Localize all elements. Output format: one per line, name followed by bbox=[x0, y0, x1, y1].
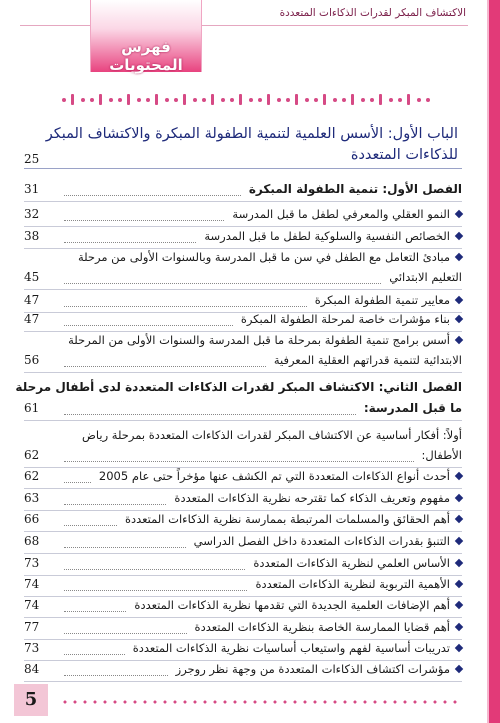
toc-row[interactable] bbox=[24, 469, 462, 489]
decor-bar bbox=[379, 94, 382, 105]
diamond-bullet-icon bbox=[455, 601, 463, 609]
dotted-leader bbox=[64, 633, 187, 634]
toc-page-number: 62 bbox=[24, 469, 40, 483]
toc-row[interactable] bbox=[24, 662, 462, 682]
toc-page-number: 61 bbox=[24, 401, 40, 415]
toc-entry-label: الخصائص النفسية والسلوكية لطفل ما قبل المدرسة bbox=[204, 229, 450, 243]
decor-bar bbox=[267, 94, 270, 105]
diamond-bullet-icon bbox=[455, 336, 463, 344]
toc-row[interactable] bbox=[24, 250, 462, 270]
decor-bar bbox=[295, 94, 298, 105]
diamond-bullet-icon bbox=[455, 537, 463, 545]
decor-dot bbox=[174, 98, 178, 102]
diamond-bullet-icon bbox=[455, 559, 463, 567]
decor-dot bbox=[389, 98, 393, 102]
toc-entry-label: الأهمية التربوية لنظرية الذكاءات المتعددة bbox=[255, 577, 450, 591]
header-divider bbox=[20, 25, 468, 26]
row-underline bbox=[24, 372, 462, 373]
toc-entry-text bbox=[249, 182, 462, 196]
decor-dot bbox=[118, 98, 122, 102]
dotted-leader bbox=[64, 611, 126, 612]
toc-row[interactable] bbox=[24, 598, 462, 618]
toc-entry-text bbox=[174, 491, 462, 505]
decor-dot bbox=[146, 98, 150, 102]
decor-bar bbox=[71, 94, 74, 105]
diamond-bullet-icon bbox=[455, 253, 463, 261]
toc-entry-label: ما قبل المدرسة: bbox=[363, 401, 462, 415]
diamond-bullet-icon bbox=[455, 515, 463, 523]
toc-entry-label: الفصل الأول: تنمية الطفولة المبكرة bbox=[248, 182, 462, 196]
decor-dot bbox=[165, 98, 169, 102]
toc-entry-label: أولاً: أفكار أساسية عن الاكتشاف المبكر لقدرات الذكاءات المتعددة بمرحلة رياض bbox=[81, 428, 462, 442]
dotted-leader bbox=[64, 283, 381, 284]
dotted-leader bbox=[64, 195, 241, 196]
decor-bar bbox=[351, 94, 354, 105]
page-number-box bbox=[14, 684, 48, 716]
decor-dot bbox=[137, 98, 141, 102]
decor-dot bbox=[305, 98, 309, 102]
toc-page-number: 66 bbox=[24, 512, 40, 526]
toc-row[interactable] bbox=[24, 401, 462, 421]
row-underline bbox=[24, 510, 462, 511]
toc-entry-label: التنبؤ بقدرات الذكاءات المتعددة داخل الفصل الدراسي bbox=[193, 534, 450, 548]
toc-page-number: 31 bbox=[24, 182, 40, 196]
decor-dot bbox=[221, 98, 225, 102]
decor-dot bbox=[342, 98, 346, 102]
book-title: الاكتشاف المبكر لقدرات الذكاءات المتعددة bbox=[279, 7, 466, 19]
toc-entry-label: أحدث أنواع الذكاءات المتعددة التي تم الكشف عنها مؤخراً حتى عام 2005 bbox=[98, 469, 450, 483]
diamond-bullet-icon bbox=[455, 472, 463, 480]
row-underline bbox=[24, 553, 462, 554]
toc-entry-label: أهم الحقائق والمسلمات المرتبطة بممارسة نظرية الذكاءات المتعددة bbox=[124, 512, 450, 526]
toc-page-number: 77 bbox=[24, 620, 40, 634]
toc-row[interactable] bbox=[24, 293, 462, 313]
decor-dot bbox=[361, 98, 365, 102]
toc-page-number: 32 bbox=[24, 207, 40, 221]
toc-row[interactable] bbox=[24, 620, 462, 640]
decor-bar bbox=[323, 94, 326, 105]
toc-page-number: 74 bbox=[24, 598, 40, 612]
row-underline bbox=[24, 681, 462, 682]
toc-page-number: 47 bbox=[24, 293, 40, 307]
toc-row[interactable] bbox=[24, 428, 462, 448]
row-underline bbox=[24, 331, 462, 332]
toc-entry-label: أسس برامج تنمية الطفولة بمرحلة ما قبل المدرسة والسنوات الأولى من المرحلة bbox=[68, 333, 450, 347]
toc-entry-label: تدريبات أساسية لفهم واستيعاب أساسيات نظرية الذكاءات المتعددة bbox=[132, 641, 450, 655]
toc-row[interactable] bbox=[24, 491, 462, 511]
diamond-bullet-icon bbox=[455, 296, 463, 304]
decor-bar bbox=[407, 94, 410, 105]
toc-row[interactable] bbox=[24, 270, 462, 290]
toc-row[interactable] bbox=[24, 229, 462, 249]
toc-page-number: 45 bbox=[24, 270, 40, 284]
decor-dot bbox=[277, 98, 281, 102]
decor-dot bbox=[90, 98, 94, 102]
toc-row[interactable] bbox=[15, 380, 462, 400]
dotted-leader bbox=[64, 306, 307, 307]
decor-dot bbox=[370, 98, 374, 102]
dotted-leader bbox=[64, 525, 117, 526]
toc-entry-text bbox=[274, 353, 462, 367]
toc-entry-label: الأطفال: bbox=[421, 448, 462, 462]
toc-row[interactable] bbox=[24, 577, 462, 597]
toc-row[interactable] bbox=[24, 641, 462, 661]
decor-dot bbox=[230, 98, 234, 102]
toc-entry-label: الأساس العلمي لنظرية الذكاءات المتعددة bbox=[253, 556, 450, 570]
toc-entry-text bbox=[82, 428, 462, 442]
toc-entry-text bbox=[194, 534, 462, 548]
decor-dot bbox=[202, 98, 206, 102]
diamond-bullet-icon bbox=[455, 315, 463, 323]
dotted-leader bbox=[64, 220, 224, 221]
toc-page-number: 84 bbox=[24, 662, 40, 676]
row-underline bbox=[24, 226, 462, 227]
decor-bar bbox=[155, 94, 158, 105]
toc-entry-text bbox=[195, 620, 462, 634]
row-underline bbox=[24, 596, 462, 597]
toc-entry-text bbox=[15, 380, 462, 394]
toc-entry-label: مبادئ التعامل مع الطفل في سن ما قبل المدرسة وبالسنوات الأولى من مرحلة bbox=[77, 250, 450, 264]
toc-entry-label: الابتدائية لتنمية قدراتهم العقلية المعرفية bbox=[273, 353, 462, 367]
section-title: فهرس المحتويات bbox=[109, 38, 183, 74]
toc-page-number: 68 bbox=[24, 534, 40, 548]
dotted-leader bbox=[64, 242, 196, 243]
dotted-leader bbox=[64, 325, 233, 326]
toc-entry-label: معايير تنمية الطفولة المبكرة bbox=[314, 293, 450, 307]
dotted-leader bbox=[64, 461, 414, 462]
dotted-leader bbox=[64, 366, 266, 367]
toc-entry-text bbox=[422, 448, 462, 462]
toc-row[interactable] bbox=[24, 556, 462, 576]
toc-entry-text bbox=[78, 250, 462, 264]
decor-bar bbox=[99, 94, 102, 105]
dotted-leader bbox=[64, 569, 245, 570]
toc-page-number: 56 bbox=[24, 353, 40, 367]
toc-page-number: 73 bbox=[24, 641, 40, 655]
row-underline bbox=[24, 617, 462, 618]
toc-row[interactable] bbox=[24, 312, 462, 332]
row-underline bbox=[24, 420, 462, 421]
toc-entry-text bbox=[133, 641, 462, 655]
row-underline bbox=[24, 488, 462, 489]
decor-dot bbox=[314, 98, 318, 102]
toc-entry-label: مؤشرات اكتشاف الذكاءات المتعددة من وجهة نظر روجرز bbox=[175, 662, 450, 676]
toc-entry-label: التعليم الابتدائي bbox=[389, 270, 462, 284]
toc-page-number: 38 bbox=[24, 229, 40, 243]
diamond-bullet-icon bbox=[455, 580, 463, 588]
page-number: 5 bbox=[24, 689, 38, 710]
decor-dot bbox=[426, 98, 430, 102]
decor-dot bbox=[417, 98, 421, 102]
row-underline bbox=[24, 531, 462, 532]
toc-page-number: 73 bbox=[24, 556, 40, 570]
decor-dot bbox=[249, 98, 253, 102]
dotted-leader bbox=[64, 675, 168, 676]
decor-dot bbox=[258, 98, 262, 102]
toc-page-number: 63 bbox=[24, 491, 40, 505]
toc-entry-text bbox=[232, 207, 462, 221]
decor-dot bbox=[398, 98, 402, 102]
toc-page-number: 62 bbox=[24, 448, 40, 462]
toc-entry-text bbox=[125, 512, 462, 526]
diamond-bullet-icon bbox=[455, 644, 463, 652]
part-divider bbox=[24, 168, 462, 169]
toc-row[interactable] bbox=[24, 207, 462, 227]
toc-entry-label: أهم قضايا الممارسة الخاصة بنظرية الذكاءات المتعددة bbox=[194, 620, 450, 634]
toc-entry-text bbox=[253, 556, 462, 570]
decor-dot bbox=[109, 98, 113, 102]
dotted-leader bbox=[64, 590, 247, 591]
part-page-row bbox=[24, 152, 462, 172]
toc-entry-label: النمو العقلي والمعرفي لطفل ما قبل المدرسة bbox=[232, 207, 450, 221]
toc-entry-text bbox=[364, 401, 462, 415]
dotted-leader bbox=[64, 547, 186, 548]
row-underline bbox=[24, 201, 462, 202]
toc-entry-text bbox=[176, 662, 462, 676]
decorative-dots bbox=[62, 94, 440, 110]
part-page-number: 25 bbox=[24, 152, 40, 166]
toc-row[interactable] bbox=[24, 182, 462, 202]
toc-entry-text bbox=[255, 577, 462, 591]
toc-entry-label: أهم الإضافات العلمية الجديدة التي تقدمها نظرية الذكاءات المتعددة bbox=[134, 598, 450, 612]
toc-entry-text bbox=[99, 469, 462, 483]
toc-row[interactable] bbox=[24, 448, 462, 468]
row-underline bbox=[24, 660, 462, 661]
toc-entry-label: بناء مؤشرات خاصة لمرحلة الطفولة المبكرة bbox=[240, 312, 450, 326]
decor-bar bbox=[239, 94, 242, 105]
row-underline bbox=[24, 575, 462, 576]
toc-entry-text bbox=[134, 598, 462, 612]
dotted-leader bbox=[64, 654, 125, 655]
toc-page-number: 74 bbox=[24, 577, 40, 591]
decor-bar bbox=[183, 94, 186, 105]
toc-entry-text bbox=[389, 270, 462, 284]
toc-entry-label: الفصل الثاني: الاكتشاف المبكر لقدرات الذكاءات المتعددة لدى أطفال مرحلة bbox=[15, 380, 462, 394]
diamond-bullet-icon bbox=[455, 665, 463, 673]
diamond-bullet-icon bbox=[455, 210, 463, 218]
side-rail-inner bbox=[487, 0, 489, 723]
diamond-bullet-icon bbox=[455, 494, 463, 502]
row-underline bbox=[24, 639, 462, 640]
diamond-bullet-icon bbox=[455, 232, 463, 240]
decor-dot bbox=[62, 98, 66, 102]
toc-page-number: 47 bbox=[24, 312, 40, 326]
decor-dot bbox=[286, 98, 290, 102]
section-title-banner bbox=[90, 0, 202, 72]
dotted-leader bbox=[64, 414, 356, 415]
toc-row[interactable] bbox=[24, 353, 462, 373]
dotted-leader bbox=[64, 504, 166, 505]
row-underline bbox=[24, 289, 462, 290]
toc-row[interactable] bbox=[24, 534, 462, 554]
side-rail bbox=[489, 0, 500, 723]
row-underline bbox=[24, 467, 462, 468]
decor-bar bbox=[211, 94, 214, 105]
decor-bar bbox=[127, 94, 130, 105]
footer-dots bbox=[60, 699, 460, 705]
toc-row[interactable] bbox=[24, 512, 462, 532]
decor-dot bbox=[81, 98, 85, 102]
toc-entry-text bbox=[315, 293, 462, 307]
toc-entry-text bbox=[68, 333, 462, 347]
toc-entry-text bbox=[241, 312, 462, 326]
diamond-bullet-icon bbox=[455, 623, 463, 631]
toc-row[interactable] bbox=[24, 333, 462, 353]
decor-dot bbox=[193, 98, 197, 102]
dotted-leader bbox=[64, 482, 91, 483]
row-underline bbox=[24, 248, 462, 249]
part-title: الباب الأول: الأسس العلمية لتنمية الطفولة المبكرة والاكتشاف المبكر للذكاءات المتعددة bbox=[45, 126, 458, 163]
toc-entry-text bbox=[204, 229, 462, 243]
toc-entry-label: مفهوم وتعريف الذكاء كما تقترحه نظرية الذكاءات المتعددة bbox=[174, 491, 450, 505]
decor-dot bbox=[333, 98, 337, 102]
